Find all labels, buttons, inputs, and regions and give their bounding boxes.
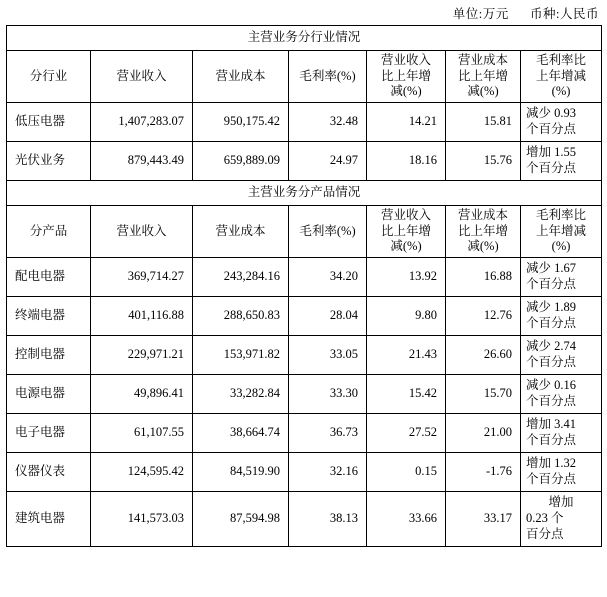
- row-category: 终端电器: [7, 296, 91, 335]
- row-revenue-change: 27.52: [367, 413, 446, 452]
- row-cost: 153,971.82: [193, 335, 289, 374]
- row-cost-change: 33.17: [446, 491, 521, 546]
- table-header-row: [7, 51, 602, 103]
- row-revenue-change: 21.43: [367, 335, 446, 374]
- row-gross-margin: 33.05: [289, 335, 367, 374]
- row-cost: 288,650.83: [193, 296, 289, 335]
- row-cost-change: 15.76: [446, 141, 521, 180]
- header-revenue-change: [367, 205, 446, 257]
- header-revenue-change-line3: 减(%): [390, 239, 422, 254]
- header-cost-change-line3: 减(%): [467, 239, 499, 254]
- unit-note: [453, 4, 599, 22]
- header-revenue-change-line1: 营业收入: [380, 207, 431, 222]
- table-row: [7, 141, 602, 180]
- row-category: 低压电器: [7, 102, 91, 141]
- row-margin-change-line2: 个百分点: [526, 432, 577, 447]
- row-margin-change-line2: 个百分点: [526, 276, 577, 291]
- header-margin-change-line2: 上年增减: [536, 223, 587, 238]
- row-cost-change: 15.70: [446, 374, 521, 413]
- row-margin-change: [521, 413, 602, 452]
- table-row: [7, 491, 602, 546]
- row-cost-change: 21.00: [446, 413, 521, 452]
- header-cost-change: [446, 205, 521, 257]
- row-cost-change: 12.76: [446, 296, 521, 335]
- section-title-row: [7, 26, 602, 51]
- row-cost: 950,175.42: [193, 102, 289, 141]
- row-cost: 84,519.90: [193, 452, 289, 491]
- row-gross-margin: 32.16: [289, 452, 367, 491]
- header-category: 分行业: [7, 51, 91, 103]
- row-margin-change-line2: 个百分点: [526, 393, 577, 408]
- header-revenue-change-line1: 营业收入: [380, 53, 431, 67]
- main-business-table: [6, 25, 602, 547]
- row-gross-margin: 32.48: [289, 102, 367, 141]
- header-margin-change-line1: 毛利率比: [536, 207, 587, 222]
- row-revenue: 61,107.55: [91, 413, 193, 452]
- row-revenue: 124,595.42: [91, 452, 193, 491]
- header-cost-change: [446, 51, 521, 103]
- row-category: 电源电器: [7, 374, 91, 413]
- table-row: [7, 257, 602, 296]
- header-margin-change: [521, 51, 602, 103]
- row-revenue-change: 15.42: [367, 374, 446, 413]
- header-revenue-change-line2: 比上年增: [380, 68, 431, 83]
- header-cost-change-line2: 比上年增: [457, 223, 508, 238]
- row-margin-change-line1: 增加 1.32: [526, 456, 577, 471]
- row-gross-margin: 24.97: [289, 141, 367, 180]
- row-cost: 659,889.09: [193, 141, 289, 180]
- section-title-row: [7, 180, 602, 205]
- row-category: 配电电器: [7, 257, 91, 296]
- currency-unit: 币种:人民币: [530, 7, 599, 21]
- row-margin-change: [521, 296, 602, 335]
- table-row: [7, 102, 602, 141]
- row-margin-change-line2: 个百分点: [526, 471, 577, 486]
- header-cost-change-line2: 比上年增: [457, 68, 508, 83]
- row-revenue: 879,443.49: [91, 141, 193, 180]
- row-revenue: 1,407,283.07: [91, 102, 193, 141]
- row-revenue-change: 0.15: [367, 452, 446, 491]
- header-cost-change-line3: 减(%): [467, 84, 499, 99]
- table-row: [7, 296, 602, 335]
- row-cost: 38,664.74: [193, 413, 289, 452]
- row-revenue: 401,116.88: [91, 296, 193, 335]
- row-margin-change-line1: 增加: [548, 495, 574, 510]
- row-revenue: 49,896.41: [91, 374, 193, 413]
- row-revenue: 141,573.03: [91, 491, 193, 546]
- section-title-industry: 主营业务分行业情况: [7, 26, 602, 51]
- row-margin-change-line1: 减少 0.93: [526, 106, 577, 121]
- row-margin-change: [521, 102, 602, 141]
- table-row: [7, 374, 602, 413]
- header-cost: 营业成本: [193, 51, 289, 103]
- header-margin-change-line1: 毛利率比: [536, 53, 587, 67]
- header-cost-change-line1: 营业成本: [457, 207, 508, 222]
- row-gross-margin: 38.13: [289, 491, 367, 546]
- row-category: 仪器仪表: [7, 452, 91, 491]
- row-margin-change-line2: 个百分点: [526, 121, 577, 136]
- row-margin-change-line1: 增加 1.55: [526, 145, 577, 160]
- row-cost-change: 26.60: [446, 335, 521, 374]
- row-gross-margin: 34.20: [289, 257, 367, 296]
- header-margin-change-line3: (%): [551, 239, 571, 254]
- row-cost: 87,594.98: [193, 491, 289, 546]
- header-revenue-change-line2: 比上年增: [380, 223, 431, 238]
- table-header-row: [7, 205, 602, 257]
- header-cost-change-line1: 营业成本: [457, 53, 508, 67]
- row-margin-change: [521, 491, 602, 546]
- row-margin-change: [521, 374, 602, 413]
- row-margin-change-line2: 个百分点: [526, 315, 577, 330]
- row-category: 建筑电器: [7, 491, 91, 546]
- row-margin-change: [521, 141, 602, 180]
- amount-unit: 单位:万元: [452, 7, 509, 21]
- row-gross-margin: 36.73: [289, 413, 367, 452]
- row-gross-margin: 33.30: [289, 374, 367, 413]
- row-gross-margin: 28.04: [289, 296, 367, 335]
- header-revenue-change-line3: 减(%): [390, 84, 422, 99]
- row-cost: 33,282.84: [193, 374, 289, 413]
- row-margin-change-line2: 0.23 个: [526, 510, 564, 525]
- row-margin-change: [521, 452, 602, 491]
- row-margin-change-line1: 减少 2.74: [526, 339, 577, 354]
- header-cost: 营业成本: [193, 205, 289, 257]
- table-row: [7, 452, 602, 491]
- row-margin-change: [521, 335, 602, 374]
- row-margin-change: [521, 257, 602, 296]
- header-margin-change-line2: 上年增减: [536, 68, 587, 83]
- row-margin-change-line1: 减少 0.16: [526, 378, 577, 393]
- row-revenue: 229,971.21: [91, 335, 193, 374]
- header-revenue: 营业收入: [91, 51, 193, 103]
- row-cost-change: -1.76: [446, 452, 521, 491]
- header-margin-change-line3: (%): [551, 84, 571, 99]
- header-category: 分产品: [7, 205, 91, 257]
- header-gross-margin: 毛利率(%): [289, 51, 367, 103]
- header-gross-margin: 毛利率(%): [289, 205, 367, 257]
- row-margin-change-line3: 百分点: [526, 526, 564, 541]
- row-category: 电子电器: [7, 413, 91, 452]
- row-revenue-change: 9.80: [367, 296, 446, 335]
- header-revenue: 营业收入: [91, 205, 193, 257]
- row-revenue-change: 13.92: [367, 257, 446, 296]
- row-margin-change-line2: 个百分点: [526, 160, 577, 175]
- table-row: [7, 335, 602, 374]
- row-revenue-change: 33.66: [367, 491, 446, 546]
- row-cost-change: 16.88: [446, 257, 521, 296]
- row-cost: 243,284.16: [193, 257, 289, 296]
- row-revenue-change: 18.16: [367, 141, 446, 180]
- row-category: 光伏业务: [7, 141, 91, 180]
- table-row: [7, 413, 602, 452]
- section-title-product: 主营业务分产品情况: [7, 180, 602, 205]
- row-revenue: 369,714.27: [91, 257, 193, 296]
- header-margin-change: [521, 205, 602, 257]
- header-revenue-change: [367, 51, 446, 103]
- row-margin-change-line1: 增加 3.41: [526, 417, 577, 432]
- row-margin-change-line2: 个百分点: [526, 354, 577, 369]
- row-revenue-change: 14.21: [367, 102, 446, 141]
- row-margin-change-line1: 减少 1.89: [526, 300, 577, 315]
- row-margin-change-line1: 减少 1.67: [526, 261, 577, 276]
- row-cost-change: 15.81: [446, 102, 521, 141]
- row-category: 控制电器: [7, 335, 91, 374]
